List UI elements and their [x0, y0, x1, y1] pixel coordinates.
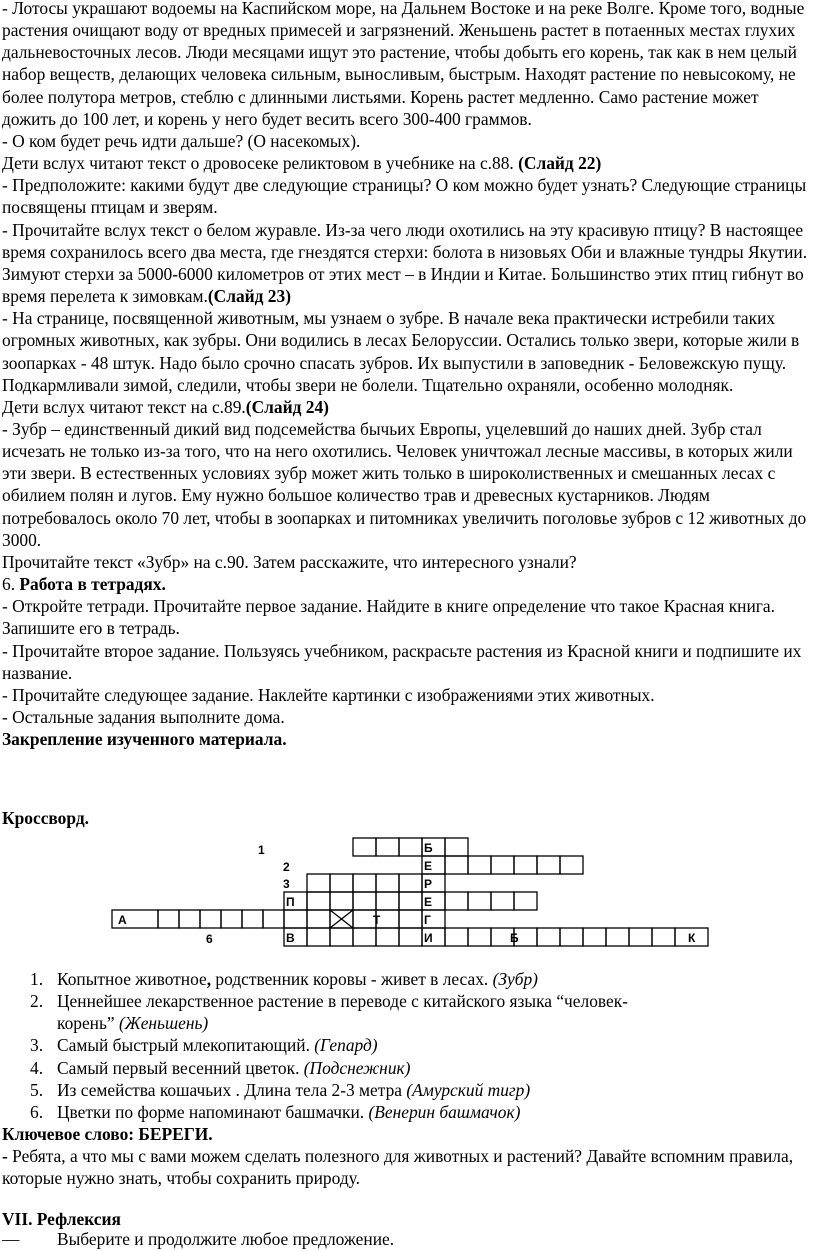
crossword-number: 2 — [283, 860, 290, 874]
crossword-cell — [307, 928, 330, 946]
crossword-cell — [353, 928, 376, 946]
task-home: - Остальные задания выполните дома. — [2, 707, 285, 727]
crossword-cell — [221, 910, 242, 928]
crossword-letter: В — [286, 931, 295, 945]
answer: (Женьшень) — [118, 1013, 209, 1034]
crossword-letter: Е — [424, 895, 433, 909]
list-item — [2, 990, 814, 1034]
crossword-cell — [445, 838, 468, 856]
crossword-cell — [445, 928, 468, 946]
crossword-cell — [652, 928, 675, 946]
paragraph-bison-europe: - Зубр – единственный дикий вид подсемейства бычьих Европы, уцелевший до наших дней. Зубр стал исчезать не только из-за того, что на него охотились. Человек уничтожал лесные массивы, в которых жили эти звери. В естественных условиях зубр может жить только в широколиственных и смешанных лесах с обилием полян и лугов. Ему нужно большое количество трав и древесных кустарников. Людям потребовалось около 70 лет, чтобы в зоопарках и питомниках увеличить поголовье зубров с 12 животных до 3000. — [2, 418, 807, 550]
crossword-letter: П — [286, 895, 295, 909]
crossword-number: 6 — [206, 932, 213, 946]
crossword-cell — [307, 910, 330, 928]
crossword-letter: Б — [424, 841, 433, 855]
list-number: 3. — [30, 1035, 44, 1056]
crossword-cell — [560, 928, 583, 946]
crossword-cell — [376, 838, 399, 856]
crossword-cell — [399, 838, 422, 856]
crossword-cell — [560, 856, 583, 874]
paragraph-text: Дети вслух читают текст о дровосеке реликтовом в учебнике на с.88. — [2, 153, 519, 174]
crossword-cell — [158, 910, 179, 928]
crossword-cell — [537, 856, 560, 874]
question-text: Цветки по форме напоминают башмачки. — [57, 1101, 369, 1122]
crossword-cell — [376, 874, 399, 892]
crossword-cell — [399, 892, 422, 910]
crossword-cell — [491, 892, 514, 910]
crossword-cell — [629, 928, 652, 946]
crossword-letter: К — [688, 931, 696, 945]
paragraph-lotus: - Лотосы украшают водоемы на Каспийском море, на Дальнем Востоке и на реке Волге. Кроме того, водные растения очищают воду от вредных примесей и загрязнений. Женьшень растет в потаенных местах глухих дальневосточных лесов. Люди месяцами ищут это растение, чтобы добыть его корень, так как в нем целый набор веществ, делающих человека сильным, выносливым, быстрым. Находят растение по невысокому, не более полутора метров, стеблю с длинными листьями. Корень растет медленно. Само растение может дожить до 100 лет, и корень у него будет весить всего 300-400 граммов. — [2, 0, 805, 129]
crossword-cell — [399, 910, 422, 928]
paragraph-question-insects: - О ком будет речь идти дальше? (О насекомых). — [2, 130, 361, 151]
list-item — [2, 968, 814, 990]
crossword-cell — [242, 910, 263, 928]
crossword-cell — [399, 928, 422, 946]
answer: (Амурский тигр) — [406, 1079, 531, 1100]
crossword-cell — [353, 892, 376, 910]
task-3: - Прочитайте следующее задание. Наклейте картинки с изображениями этих животных. — [2, 684, 655, 705]
crossword-cell — [263, 910, 284, 928]
crossword-letter: Г — [424, 913, 431, 927]
question-text: Самый первый весенний цветок. — [57, 1057, 304, 1078]
crossword-cell — [284, 910, 307, 928]
task-text: Выберите и продолжите любое предложение. — [57, 1229, 395, 1249]
paragraph-text: Дети вслух читают текст на с.89. — [2, 396, 246, 417]
crossword-cell — [307, 874, 330, 892]
crossword-number: 3 — [283, 877, 290, 891]
crossword-cell — [330, 928, 353, 946]
reflexion-task — [2, 1229, 394, 1250]
keyword-line: Ключевое слово: БЕРЕГИ. — [2, 1124, 213, 1145]
paragraph-text: - Прочитайте вслух текст о белом журавле. Из-за чего люди охотились на эту красивую птицу? В настоящее время сохранилось всего два места, где гнездятся стерхи: болота в низовьях Оби и влажные тундры Якутии. Зимуют стерхи за 5000-6000 километров от этих мест – в Индии и Китае. Большинство этих птиц гибнут во время перелета к зимовкам. — [2, 219, 808, 307]
question-text: Ценнейшее лекарственное растение в переводе с китайского языка “человек- — [57, 991, 628, 1012]
crossword-cell — [583, 928, 606, 946]
questions-block — [2, 968, 814, 1190]
answer: (Гепард) — [314, 1035, 378, 1056]
answer: (Подснежник) — [303, 1057, 411, 1078]
slide-ref: (Слайд 23) — [207, 286, 291, 307]
paragraph-rules — [2, 1145, 814, 1189]
question-text: Самый быстрый млекопитающий. — [57, 1035, 315, 1056]
crossword-cell — [537, 928, 560, 946]
list-item — [2, 1057, 814, 1079]
crossword-cell — [330, 892, 353, 910]
crossword-cell — [468, 928, 491, 946]
section-7-heading — [2, 1208, 121, 1230]
slide-ref: (Слайд 24) — [245, 396, 329, 417]
questions-list — [2, 968, 814, 1123]
dash-bold: - — [2, 1146, 8, 1167]
list-item — [2, 1079, 814, 1101]
crossword-cell — [468, 856, 491, 874]
crossword-letter: Б — [510, 931, 519, 945]
answer: (Зубр) — [492, 969, 538, 989]
crossword-cell — [606, 928, 629, 946]
crossword-letter: Т — [373, 913, 381, 927]
task-2: - Прочитайте второе задание. Пользуясь учебником, раскрасьте растения из Красной книги и подпишите их название. — [2, 640, 802, 683]
paragraph-bison: - На странице, посвященной животным, мы узнаем о зубре. В начале века практически истребили таких огромных животных, как зубры. Они водились в лесах Белоруссии. Остались только звери, которые жили в зоопарках - 48 штук. Надо было срочно спасать зубров. Их выпустили в заповедник - Беловежскую пущу. Подкармливали зимой, следили, чтобы звери не болели. Тщательно охраняли, особенно молодняк. — [2, 308, 800, 395]
paragraph-text: Ребята, а что мы с вами можем сделать полезного для животных и растений? Давайте вспомним правила, которые нужно знать, чтобы сохранить природу. — [2, 1146, 794, 1189]
list-item — [2, 1101, 814, 1123]
crossword-cell — [445, 892, 468, 910]
question-comma: , — [206, 969, 212, 989]
crossword-letter: А — [118, 913, 127, 927]
list-number: 4. — [30, 1057, 44, 1078]
crossword-cell — [445, 856, 468, 874]
crossword-cell — [399, 874, 422, 892]
crossword-cell — [376, 892, 399, 910]
crossword-cell — [376, 928, 399, 946]
list-dash: — — [2, 1229, 20, 1249]
question-text: Из семейства кошачьих . Длина тела 2-3 метра — [57, 1079, 407, 1100]
crossword-cell — [330, 874, 353, 892]
section-title: Работа в тетрадях. — [19, 574, 166, 595]
question-text: Копытное животное — [57, 969, 207, 989]
crossword-cell — [307, 892, 330, 910]
crossword-cell — [179, 910, 200, 928]
crossword-letter: Р — [424, 877, 433, 891]
crossword-cell — [200, 910, 221, 928]
list-item — [2, 1034, 814, 1056]
crossword-cell — [353, 838, 376, 856]
answer: (Венерин башмачок) — [368, 1101, 521, 1122]
task-1: - Откройте тетради. Прочитайте первое задание. Найдите в книге определение что такое Красная книга. Запишите его в тетрадь. — [2, 596, 775, 639]
paragraph-read-90: Прочитайте текст «Зубр» на с.90. Затем расскажите, что интересного узнали? — [2, 551, 577, 572]
crossword-cell — [514, 856, 537, 874]
section-title: VII. Рефлексия — [2, 1209, 121, 1229]
crossword-cell — [353, 874, 376, 892]
crossword-cell — [468, 892, 491, 910]
list-number: 6. — [30, 1101, 44, 1122]
list-number: 1. — [30, 969, 44, 989]
slide-ref: (Слайд 22) — [518, 153, 602, 174]
paragraph-next-pages: - Предположите: какими будут две следующие страницы? О ком можно будет узнать? Следующие страницы посвящены птицам и зверям. — [2, 175, 807, 218]
crossword-letter: И — [424, 931, 433, 945]
heading-consolidation: Закрепление изученного материала. — [2, 729, 287, 750]
crossword-cell — [514, 892, 537, 910]
question-text: родственник коровы - живет в лесах. — [211, 969, 493, 989]
list-number: 5. — [30, 1079, 44, 1100]
crossword-cell — [491, 856, 514, 874]
heading-crossword: Кроссворд. — [2, 808, 89, 828]
crossword-number: 1 — [258, 843, 265, 857]
section-number: 6. — [2, 574, 20, 595]
crossword-letter: Е — [424, 859, 433, 873]
question-text: корень” — [57, 1013, 119, 1034]
list-number: 2. — [30, 991, 44, 1012]
